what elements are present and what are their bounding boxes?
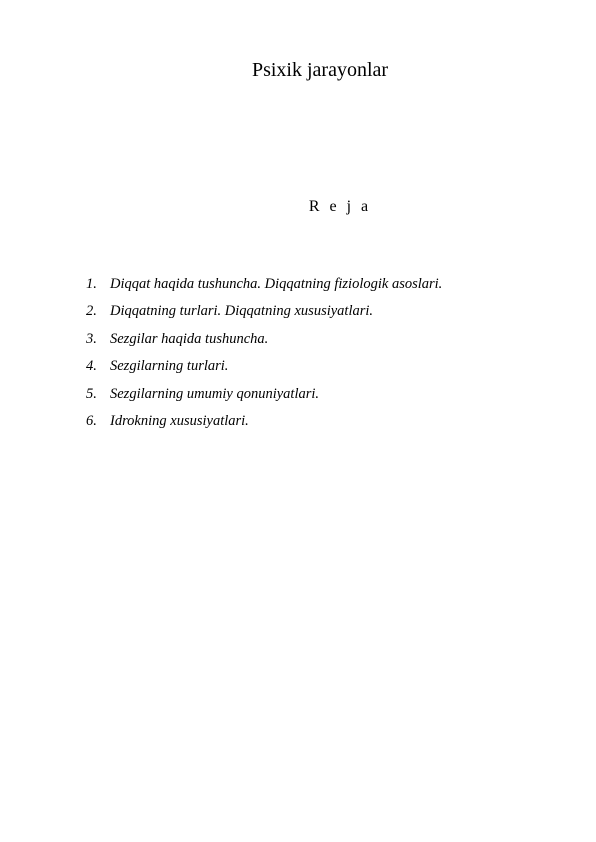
list-item-number: 1. xyxy=(86,276,97,292)
plan-list xyxy=(86,273,442,437)
list-item-number: 5. xyxy=(86,385,97,402)
list-item-number: 2. xyxy=(86,303,97,320)
list-item xyxy=(86,273,442,300)
list-item-text: Sezgilarning umumiy qonuniyatlari. xyxy=(110,385,320,402)
plan-heading: R e j a xyxy=(308,198,372,215)
list-item-text: Idrokning xususiyatlari. xyxy=(110,412,249,429)
list-item-text: Diqqat haqida tushuncha. Diqqatning fiziologik asoslari. xyxy=(110,276,443,292)
list-item xyxy=(86,383,442,410)
list-item xyxy=(86,328,442,355)
list-item-text: Diqqatning turlari. Diqqatning xususiyatlari. xyxy=(110,303,374,320)
list-item-text: Sezgilarning turlari. xyxy=(110,358,229,375)
list-item-number: 4. xyxy=(86,358,97,375)
list-item xyxy=(86,410,442,437)
list-item xyxy=(86,300,442,327)
list-item xyxy=(86,355,442,382)
document-title: Psixik jarayonlar xyxy=(251,59,389,81)
list-item-number: 6. xyxy=(86,412,97,429)
list-item-number: 3. xyxy=(86,330,97,347)
list-item-text: Sezgilar haqida tushuncha. xyxy=(110,330,269,347)
